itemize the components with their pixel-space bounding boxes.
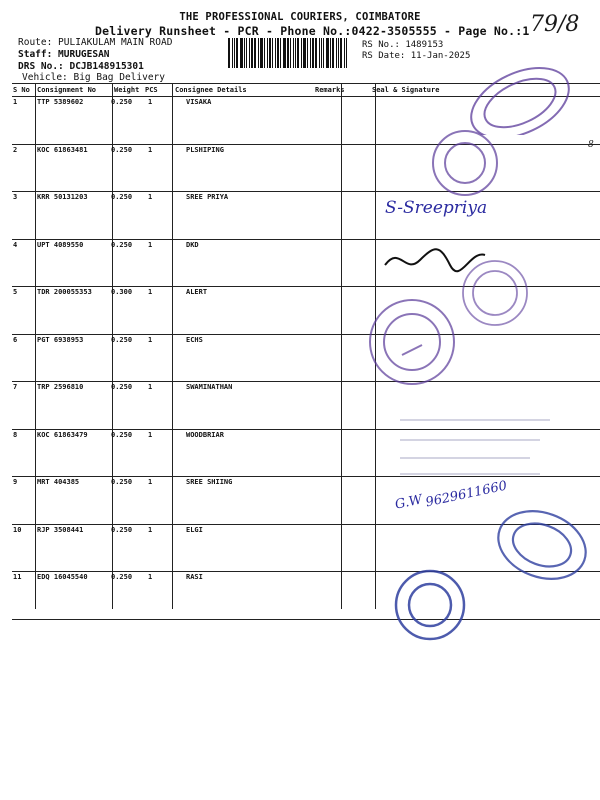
barcode-image: [228, 38, 348, 68]
row-pcs: 1: [148, 145, 153, 154]
row-sno: 11: [13, 573, 22, 581]
row-separator: [12, 239, 600, 240]
row-pcs: 1: [148, 573, 153, 581]
barcode-bar: [283, 38, 286, 68]
barcode-bar: [323, 38, 324, 68]
barcode-bar: [290, 38, 291, 68]
barcode-bar: [246, 38, 247, 68]
row-weight: 0.250: [111, 98, 133, 106]
row-consignment-no: MRT 404385: [37, 478, 80, 486]
barcode-bar: [295, 38, 296, 68]
route-label: Route: PULIAKULAM MAIN ROAD: [18, 37, 173, 48]
stamp-plshiping: [420, 125, 510, 200]
signature-phone-sree-shiing: 9629611660: [424, 478, 509, 511]
col-header-consignment: Consignment No: [37, 86, 97, 94]
barcode-bar: [269, 38, 271, 68]
barcode-bar: [277, 38, 279, 68]
row-sno: 5: [13, 288, 18, 296]
barcode-bar: [258, 38, 259, 68]
row-pcs: 1: [148, 335, 153, 344]
row-consignee: DKD: [186, 240, 199, 249]
row-consignee: WOODBRIAR: [186, 430, 224, 439]
drs-number: DRS No.: DCJB148915301: [18, 61, 144, 72]
row-separator: [12, 144, 600, 145]
row-pcs: 1: [148, 478, 153, 486]
barcode-bar: [234, 38, 235, 68]
row-pcs: 1: [148, 383, 153, 391]
row-sno: 7: [13, 383, 18, 391]
barcode-bar: [275, 38, 276, 68]
signature-sree-priya: S-Sreepriya: [385, 198, 488, 218]
row-weight: 0.250: [111, 335, 133, 344]
col-header-pcs: PCS: [145, 86, 158, 94]
col-header-remarks: Remarks: [315, 86, 345, 94]
barcode-bar: [340, 38, 342, 68]
barcode-bar: [293, 38, 294, 68]
row-sno: 9: [13, 478, 18, 486]
barcode-bar: [303, 38, 306, 68]
row-consignment-no: PGT 6938953: [37, 335, 84, 344]
barcode-bar: [240, 38, 243, 68]
row-consignee: RASI: [186, 573, 203, 581]
row-consignment-no: TTP 5389602: [37, 98, 84, 106]
row-sno: 1: [13, 98, 18, 106]
row-sno: 6: [13, 335, 18, 344]
col-divider: [172, 83, 173, 609]
handwritten-margin-mark: 8: [588, 140, 594, 150]
col-divider: [35, 83, 36, 609]
barcode-bar: [301, 38, 302, 68]
row-weight: 0.250: [111, 478, 133, 486]
handwritten-page-mark: 79/8: [530, 12, 580, 37]
barcode-bar: [310, 38, 311, 68]
rs-number: RS No.: 1489153: [362, 40, 444, 50]
stamp-elgi: [490, 505, 595, 585]
row-consignee: SREE SHIING: [186, 478, 233, 486]
vehicle-label: Vehicle: Big Bag Delivery: [22, 72, 165, 83]
row-weight: 0.300: [111, 288, 133, 296]
row-consignee: SREE PRIYA: [186, 193, 229, 201]
barcode-bar: [232, 38, 233, 68]
barcode-bar: [336, 38, 337, 68]
barcode-bar: [280, 38, 281, 68]
row-separator: [12, 619, 600, 620]
row-consignee: ECHS: [186, 335, 203, 344]
col-header-consignee: Consignee Details: [175, 86, 247, 94]
row-weight: 0.250: [111, 430, 133, 439]
row-separator: [12, 334, 600, 335]
row-consignment-no: UPT 4089550: [37, 240, 84, 249]
barcode-bar: [338, 38, 339, 68]
row-pcs: 1: [148, 288, 153, 296]
row-consignment-no: KOC 61863481: [37, 145, 88, 154]
col-header-weight: Weight: [114, 86, 140, 94]
row-consignment-no: KOC 61863479: [37, 430, 88, 439]
row-weight: 0.250: [111, 240, 133, 249]
barcode-bar: [272, 38, 273, 68]
col-divider: [341, 83, 342, 609]
barcode-bar: [312, 38, 314, 68]
barcode-bar: [332, 38, 334, 68]
row-weight: 0.250: [111, 193, 133, 201]
runsheet-subtitle: Delivery Runsheet - PCR - Phone No.:0422-3505555 - Page No.:1: [95, 24, 530, 38]
barcode-bar: [249, 38, 250, 68]
stamp-echs: [365, 295, 460, 390]
barcode-bar: [315, 38, 317, 68]
row-pcs: 1: [148, 193, 153, 201]
barcode-bar: [321, 38, 322, 68]
barcode-bar: [236, 38, 238, 68]
row-consignment-no: KRR 50131203: [37, 193, 88, 201]
row-pcs: 1: [148, 525, 153, 534]
row-pcs: 1: [148, 98, 153, 106]
row-sno: 3: [13, 193, 18, 201]
row-consignment-no: TDR 200055353: [37, 288, 92, 296]
staff-label: Staff: MURUGESAN: [18, 49, 110, 60]
stamp-visaka: [440, 55, 600, 135]
row-pcs: 1: [148, 430, 153, 439]
barcode-bar: [267, 38, 268, 68]
row-weight: 0.250: [111, 573, 133, 581]
row-weight: 0.250: [111, 383, 133, 391]
row-consignee: SWAMINATHAN: [186, 383, 233, 391]
barcode-bar: [287, 38, 289, 68]
row-consignment-no: EDQ 16045540: [37, 573, 88, 581]
barcode-bar: [344, 38, 345, 68]
col-header-seal: Seal & Signature: [372, 86, 440, 94]
barcode-bar: [251, 38, 253, 68]
row-sno: 4: [13, 240, 18, 249]
stamp-woodbriar: [390, 380, 560, 490]
row-consignment-no: TRP 2596810: [37, 383, 84, 391]
barcode-bar: [228, 38, 230, 68]
row-consignee: PLSHIPING: [186, 145, 224, 154]
barcode-bar: [330, 38, 331, 68]
barcode-bar: [260, 38, 263, 68]
row-sno: 10: [13, 525, 22, 534]
barcode-bar: [346, 38, 347, 68]
row-consignee: ALERT: [186, 288, 208, 296]
company-title: THE PROFESSIONAL COURIERS, COIMBATORE: [179, 11, 421, 23]
row-consignment-no: RJP 3508441: [37, 525, 84, 534]
barcode-bar: [244, 38, 245, 68]
row-consignee: VISAKA: [186, 98, 212, 106]
row-sno: 2: [13, 145, 18, 154]
col-header-sno: S No: [13, 86, 30, 94]
barcode-bar: [264, 38, 265, 68]
row-weight: 0.250: [111, 145, 133, 154]
row-sno: 8: [13, 430, 18, 439]
row-consignee: ELGI: [186, 525, 203, 534]
barcode-bar: [326, 38, 329, 68]
stamp-rasi: [390, 565, 470, 645]
barcode-bar: [254, 38, 256, 68]
rs-date: RS Date: 11-Jan-2025: [362, 51, 471, 61]
row-weight: 0.250: [111, 525, 133, 534]
signature-name-sree-shiing: G.W: [393, 492, 424, 513]
signature-dkd: [380, 240, 490, 280]
row-pcs: 1: [148, 240, 153, 249]
barcode-bar: [297, 38, 299, 68]
barcode-bar: [307, 38, 308, 68]
barcode-bar: [319, 38, 320, 68]
row-separator: [12, 191, 600, 192]
